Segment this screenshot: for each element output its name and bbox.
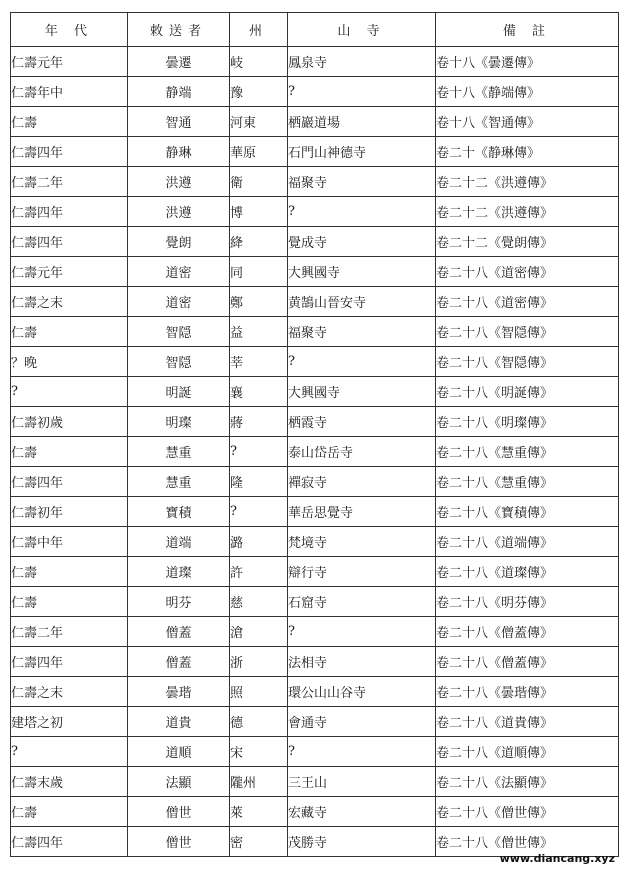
cell-prefecture: 益 [230,317,288,347]
cell-notes: 卷二十八《道端傳》 [436,527,619,557]
cell-temple: 茂勝寺 [288,827,436,857]
relic-stupa-table [10,12,619,857]
table-row [11,167,619,197]
cell-prefecture: 德 [230,707,288,737]
site-watermark: www.diancang.xyz [499,852,615,865]
table-row [11,647,619,677]
table-row [11,407,619,437]
cell-sender: 僧世 [128,827,230,857]
table-row [11,317,619,347]
table-row [11,617,619,647]
table-row [11,437,619,467]
cell-sender: 寶積 [128,497,230,527]
cell-sender: 道貴 [128,707,230,737]
cell-prefecture: 照 [230,677,288,707]
cell-sender: 僧蓋 [128,647,230,677]
cell-notes: 卷二十八《僧蓋傳》 [436,647,619,677]
cell-era: 仁壽二年 [11,167,128,197]
cell-era: 建塔之初 [11,707,128,737]
cell-sender: 慧重 [128,467,230,497]
cell-prefecture: 浙 [230,647,288,677]
cell-temple: 石窟寺 [288,587,436,617]
table-row [11,227,619,257]
cell-era: ？晚 [11,347,128,377]
cell-sender: 法顯 [128,767,230,797]
cell-notes: 卷二十八《道璨傳》 [436,557,619,587]
table-row [11,377,619,407]
cell-prefecture: 許 [230,557,288,587]
table-row [11,677,619,707]
cell-prefecture: 隆 [230,467,288,497]
header-prefecture: 州 [230,13,288,47]
table-row [11,347,619,377]
table-row [11,797,619,827]
cell-sender: 智通 [128,107,230,137]
cell-sender: 洪遵 [128,197,230,227]
cell-notes: 卷二十八《道貴傳》 [436,707,619,737]
cell-sender: 智隠 [128,317,230,347]
table-row [11,197,619,227]
cell-era: 仁壽四年 [11,137,128,167]
cell-prefecture: 滄 [230,617,288,647]
cell-notes: 卷二十八《慧重傳》 [436,437,619,467]
table-row [11,137,619,167]
cell-prefecture: ? [230,497,288,527]
cell-prefecture: 同 [230,257,288,287]
cell-sender: 静琳 [128,137,230,167]
cell-temple: ? [288,617,436,647]
header-era: 年 代 [11,13,128,47]
cell-sender: 道璨 [128,557,230,587]
cell-temple: 梵境寺 [288,527,436,557]
cell-temple: 環公山山谷寺 [288,677,436,707]
table-row [11,587,619,617]
cell-era: ? [11,377,128,407]
cell-era: 仁壽 [11,437,128,467]
cell-era: 仁壽元年 [11,257,128,287]
header-temple: 山 寺 [288,13,436,47]
cell-prefecture: 絳 [230,227,288,257]
table-row [11,497,619,527]
table-row [11,467,619,497]
cell-temple: 大興國寺 [288,377,436,407]
cell-era: 仁壽年中 [11,77,128,107]
cell-temple: 法相寺 [288,647,436,677]
cell-era: 仁壽末歲 [11,767,128,797]
cell-notes: 卷二十八《智隠傳》 [436,317,619,347]
cell-temple: 辯行寺 [288,557,436,587]
cell-notes: 卷二十八《道密傳》 [436,257,619,287]
cell-temple: 石門山神德寺 [288,137,436,167]
cell-temple: 宏藏寺 [288,797,436,827]
cell-notes: 卷二十八《道順傳》 [436,737,619,767]
cell-era: 仁壽之末 [11,677,128,707]
table-row [11,257,619,287]
cell-sender: 僧蓋 [128,617,230,647]
cell-prefecture: 慈 [230,587,288,617]
cell-notes: 卷二十八《僧蓋傳》 [436,617,619,647]
cell-notes: 卷十八《静端傳》 [436,77,619,107]
cell-sender: 道密 [128,257,230,287]
table-row [11,107,619,137]
cell-prefecture: 岐 [230,47,288,77]
cell-prefecture: 衛 [230,167,288,197]
cell-era: 仁壽四年 [11,227,128,257]
cell-sender: 道密 [128,287,230,317]
cell-notes: 卷二十八《僧世傳》 [436,827,619,857]
cell-notes: 卷二十八《智隠傳》 [436,347,619,377]
cell-sender: 覺朗 [128,227,230,257]
table-row [11,287,619,317]
cell-era: 仁壽四年 [11,197,128,227]
cell-temple: ? [288,77,436,107]
cell-notes: 卷二十八《僧世傳》 [436,797,619,827]
cell-era: 仁壽初歲 [11,407,128,437]
cell-prefecture: 隴州 [230,767,288,797]
cell-notes: 卷二十八《曇瑎傳》 [436,677,619,707]
cell-prefecture: 莘 [230,347,288,377]
cell-prefecture: ? [230,437,288,467]
cell-era: 仁壽元年 [11,47,128,77]
cell-era: 仁壽 [11,797,128,827]
cell-prefecture: 蔣 [230,407,288,437]
cell-sender: 道端 [128,527,230,557]
cell-temple: 福聚寺 [288,317,436,347]
cell-era: 仁壽之末 [11,287,128,317]
cell-sender: 静端 [128,77,230,107]
cell-temple: 大興國寺 [288,257,436,287]
cell-sender: 明璨 [128,407,230,437]
cell-prefecture: 密 [230,827,288,857]
table-row [11,47,619,77]
cell-prefecture: 宋 [230,737,288,767]
cell-sender: 明芬 [128,587,230,617]
cell-temple: 三王山 [288,767,436,797]
cell-notes: 卷二十八《明誕傳》 [436,377,619,407]
cell-sender: 慧重 [128,437,230,467]
cell-era: 仁壽中年 [11,527,128,557]
cell-temple: 覺成寺 [288,227,436,257]
cell-notes: 卷十八《智通傳》 [436,107,619,137]
cell-notes: 卷二十八《明芬傳》 [436,587,619,617]
cell-notes: 卷二十八《明璨傳》 [436,407,619,437]
cell-era: 仁壽四年 [11,827,128,857]
cell-temple: 鳳泉寺 [288,47,436,77]
cell-notes: 卷二十八《法顯傳》 [436,767,619,797]
cell-prefecture: 豫 [230,77,288,107]
table-row [11,767,619,797]
cell-prefecture: 萊 [230,797,288,827]
cell-notes: 卷十八《曇遷傳》 [436,47,619,77]
cell-temple: 栖霞寺 [288,407,436,437]
cell-sender: 洪遵 [128,167,230,197]
header-sender: 敕送者 [128,13,230,47]
cell-temple: 黄鵠山晉安寺 [288,287,436,317]
cell-notes: 卷二十八《慧重傳》 [436,467,619,497]
table-row [11,737,619,767]
cell-notes: 卷二十二《洪遵傳》 [436,167,619,197]
cell-era: 仁壽初年 [11,497,128,527]
table-row [11,707,619,737]
cell-era: ? [11,737,128,767]
cell-prefecture: 河東 [230,107,288,137]
cell-era: 仁壽 [11,317,128,347]
cell-sender: 道順 [128,737,230,767]
cell-temple: ? [288,347,436,377]
cell-prefecture: 鄭 [230,287,288,317]
cell-temple: 栖巖道場 [288,107,436,137]
cell-notes: 卷二十二《覺朗傳》 [436,227,619,257]
cell-temple: ? [288,197,436,227]
cell-notes: 卷二十八《寶積傳》 [436,497,619,527]
cell-notes: 卷二十八《道密傳》 [436,287,619,317]
header-row [11,13,619,47]
cell-sender: 智隠 [128,347,230,377]
table-body [11,47,619,857]
table-row [11,77,619,107]
cell-era: 仁壽四年 [11,467,128,497]
cell-era: 仁壽四年 [11,647,128,677]
cell-era: 仁壽 [11,587,128,617]
cell-temple: 會通寺 [288,707,436,737]
cell-sender: 僧世 [128,797,230,827]
header-notes: 備 註 [436,13,619,47]
cell-temple: 泰山岱岳寺 [288,437,436,467]
cell-sender: 明誕 [128,377,230,407]
cell-temple: 華岳思覺寺 [288,497,436,527]
cell-era: 仁壽二年 [11,617,128,647]
cell-temple: 禪寂寺 [288,467,436,497]
cell-sender: 曇瑎 [128,677,230,707]
cell-temple: ? [288,737,436,767]
cell-era: 仁壽 [11,557,128,587]
cell-prefecture: 潞 [230,527,288,557]
cell-prefecture: 博 [230,197,288,227]
table-row [11,527,619,557]
cell-notes: 卷二十《静琳傳》 [436,137,619,167]
cell-prefecture: 華原 [230,137,288,167]
cell-temple: 福聚寺 [288,167,436,197]
cell-notes: 卷二十二《洪遵傳》 [436,197,619,227]
table-row [11,557,619,587]
cell-sender: 曇遷 [128,47,230,77]
cell-era: 仁壽 [11,107,128,137]
cell-prefecture: 襄 [230,377,288,407]
table-header [11,13,619,47]
